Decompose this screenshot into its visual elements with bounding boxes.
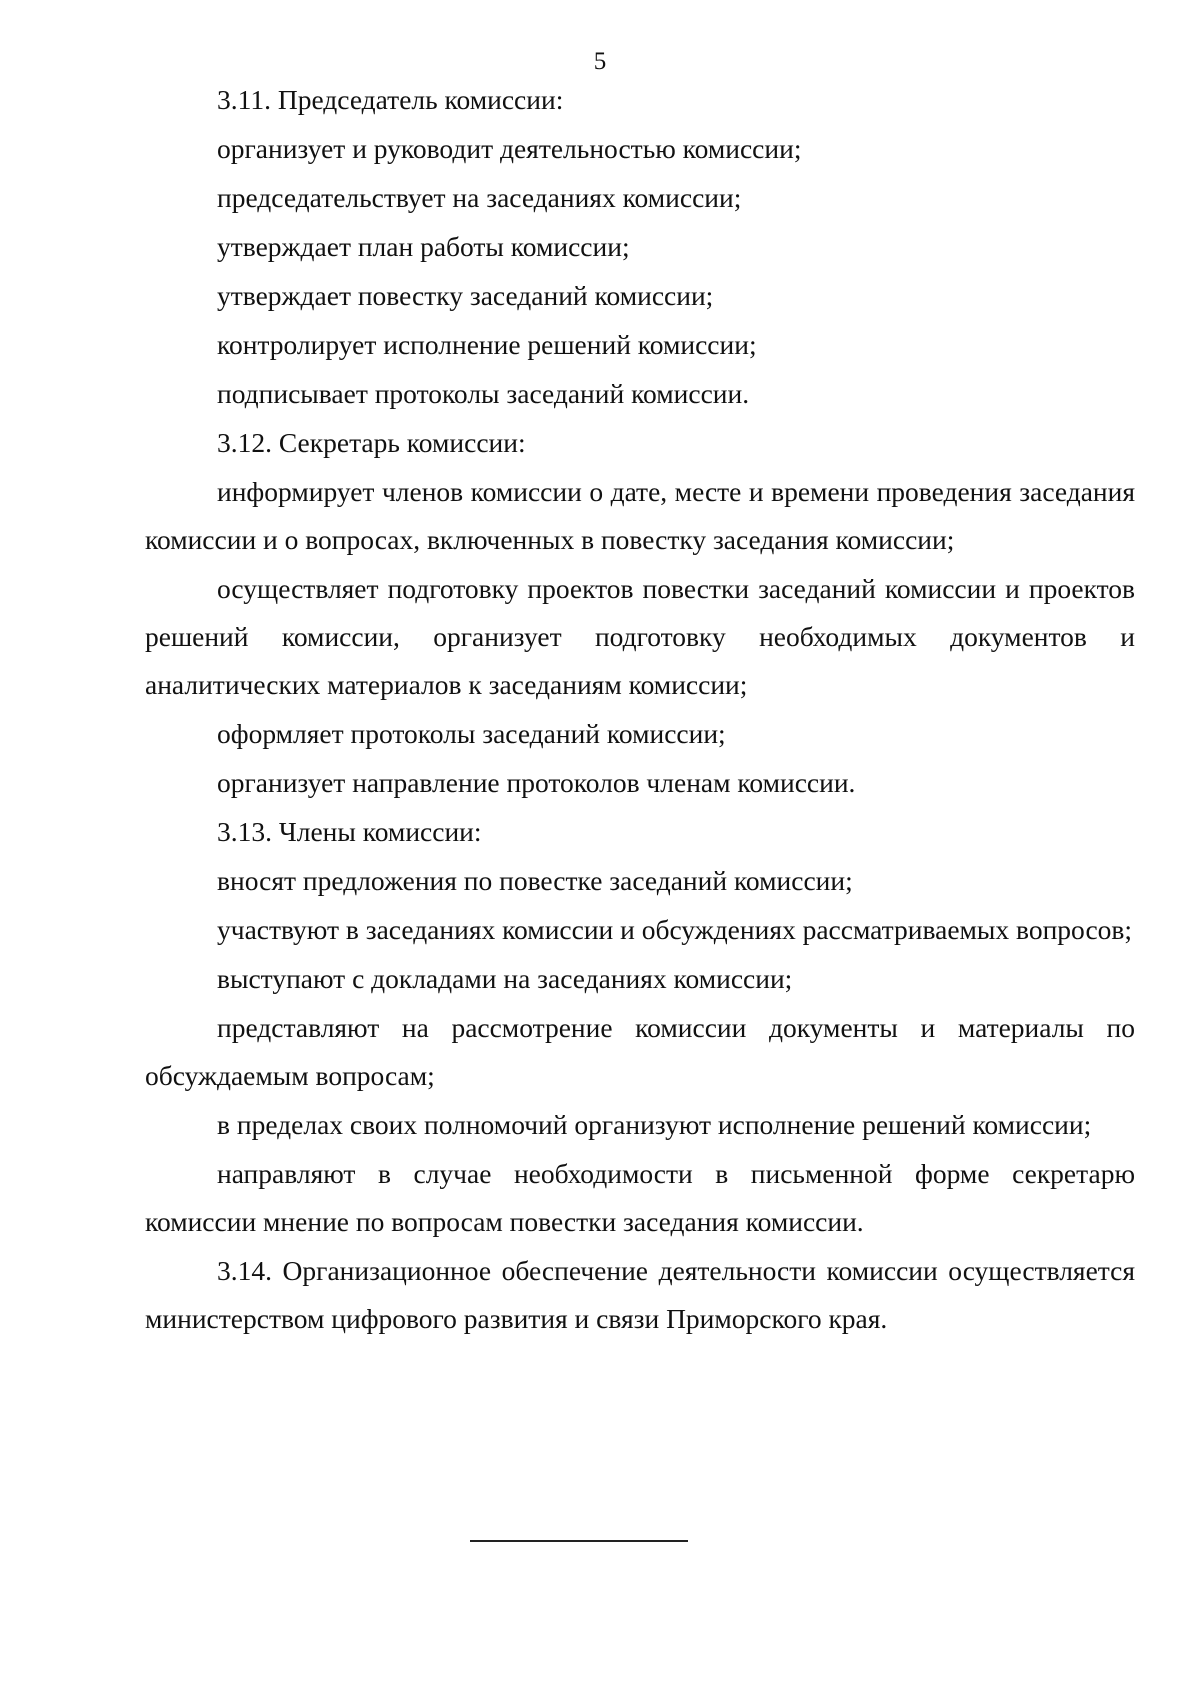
paragraph: утверждает повестку заседаний комиссии; xyxy=(217,280,714,311)
end-of-document-rule xyxy=(470,1540,688,1542)
document-body xyxy=(145,76,1135,1344)
paragraph: утверждает план работы комиссии; xyxy=(217,231,630,262)
paragraph: выступают с докладами на заседаниях комиссии; xyxy=(217,963,793,994)
paragraph: участвуют в заседаниях комиссии и обсуждениях рассматриваемых вопросов; xyxy=(217,914,1133,945)
paragraph: представляют на рассмотрение комиссии документы и материалы по обсуждаемым вопросам; xyxy=(145,1012,1135,1091)
section-3-14: 3.14. Организационное обеспечение деятельности комиссии осуществляется министерством цифрового развития и связи Приморского края. xyxy=(145,1255,1135,1334)
section-heading-3-12: 3.12. Секретарь комиссии: xyxy=(217,427,526,458)
paragraph: в пределах своих полномочий организуют исполнение решений комиссии; xyxy=(217,1109,1092,1140)
paragraph: председательствует на заседаниях комиссии; xyxy=(217,182,742,213)
paragraph: организует и руководит деятельностью комиссии; xyxy=(217,133,802,164)
page-number: 5 xyxy=(593,48,607,75)
paragraph: подписывает протоколы заседаний комиссии. xyxy=(217,378,750,409)
paragraph: вносят предложения по повестке заседаний комиссии; xyxy=(217,865,853,896)
paragraph: оформляет протоколы заседаний комиссии; xyxy=(217,718,726,749)
section-heading-3-11: 3.11. Председатель комиссии: xyxy=(217,84,564,115)
paragraph: направляют в случае необходимости в письменной форме секретарю комиссии мнение по вопросам повестки заседания комиссии. xyxy=(145,1158,1135,1237)
paragraph: контролирует исполнение решений комиссии; xyxy=(217,329,757,360)
paragraph: осуществляет подготовку проектов повестки заседаний комиссии и проектов решений комиссии, организует подготовку необходимых документов и аналитических материалов к заседаниям комиссии; xyxy=(145,573,1135,700)
paragraph: организует направление протоколов членам комиссии. xyxy=(217,767,856,798)
paragraph: информирует членов комиссии о дате, месте и времени проведения заседания комиссии и о вопросах, включенных в повестку заседания комиссии; xyxy=(145,476,1135,555)
section-heading-3-13: 3.13. Члены комиссии: xyxy=(217,816,482,847)
